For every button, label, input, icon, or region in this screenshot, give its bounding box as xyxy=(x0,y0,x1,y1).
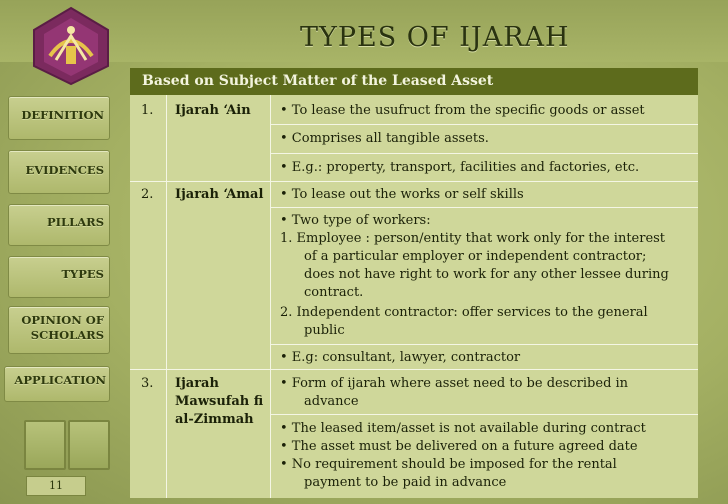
row-point: • Comprises all tangible assets. xyxy=(280,131,489,146)
row-point: • Two type of workers: xyxy=(280,213,431,228)
row-point: contract. xyxy=(304,285,364,300)
table-header: Based on Subject Matter of the Leased Asset xyxy=(130,68,698,95)
row-point: does not have right to work for any other lessee during xyxy=(304,267,669,282)
column-divider-2 xyxy=(270,95,271,498)
row-point: • The leased item/asset is not available during contract xyxy=(280,421,646,436)
row-point: advance xyxy=(304,394,359,409)
nav-item-scholars[interactable]: SCHOLARS xyxy=(30,328,104,342)
nav-item-types[interactable]: TYPES xyxy=(61,267,104,281)
row-title-line: Mawsufah fi xyxy=(175,394,264,409)
row-point: 2. Independent contractor: offer services to the general xyxy=(280,305,648,320)
row-point: • E.g: consultant, lawyer, contractor xyxy=(280,350,521,365)
row-point: • The asset must be delivered on a future agreed date xyxy=(280,439,638,454)
right-panel-icon xyxy=(68,420,110,470)
row-point: • Form of ijarah where asset need to be described in xyxy=(280,376,629,391)
page-number: 11 xyxy=(26,476,86,496)
row-point: of a particular employer or independent contractor; xyxy=(304,249,647,264)
left-panel-icon xyxy=(24,420,66,470)
row-number: 1. xyxy=(141,103,154,118)
row-point: payment to be paid in advance xyxy=(304,475,507,490)
nav-item-pillars[interactable]: PILLARS xyxy=(47,215,104,229)
row-number: 2. xyxy=(141,187,154,202)
nav-item-application[interactable]: APPLICATION xyxy=(14,373,106,387)
row-title: Ijarah ‘Amal xyxy=(175,187,264,202)
row-point: • To lease out the works or self skills xyxy=(280,187,524,202)
row-point: • No requirement should be imposed for the rental xyxy=(280,457,617,472)
row-divider-1 xyxy=(130,181,698,182)
nav-item-opinion-of[interactable]: OPINION OF xyxy=(21,313,104,327)
cell-divider xyxy=(270,207,698,208)
row-number: 3. xyxy=(141,376,154,391)
row-point: • To lease the usufruct from the specific goods or asset xyxy=(280,103,645,118)
row-point: 1. Employee : person/entity that work only for the interest xyxy=(280,231,666,246)
row-title-line: al-Zimmah xyxy=(175,412,254,427)
university-crest-icon xyxy=(28,6,114,86)
row-point: • E.g.: property, transport, facilities and factories, etc. xyxy=(280,160,640,175)
row-divider-2 xyxy=(130,369,698,370)
cell-divider xyxy=(270,124,698,125)
page-title: TYPES OF IJARAH xyxy=(300,22,570,53)
cell-divider xyxy=(270,414,698,415)
row-title: Ijarah ‘Ain xyxy=(175,103,251,118)
column-divider-1 xyxy=(166,95,167,498)
row-title-line: Ijarah xyxy=(175,376,219,391)
cell-divider xyxy=(270,153,698,154)
nav-item-definition[interactable]: DEFINITION xyxy=(21,108,104,122)
cell-divider xyxy=(270,344,698,345)
nav-item-evidences[interactable]: EVIDENCES xyxy=(25,163,104,177)
row-point: public xyxy=(304,323,345,338)
